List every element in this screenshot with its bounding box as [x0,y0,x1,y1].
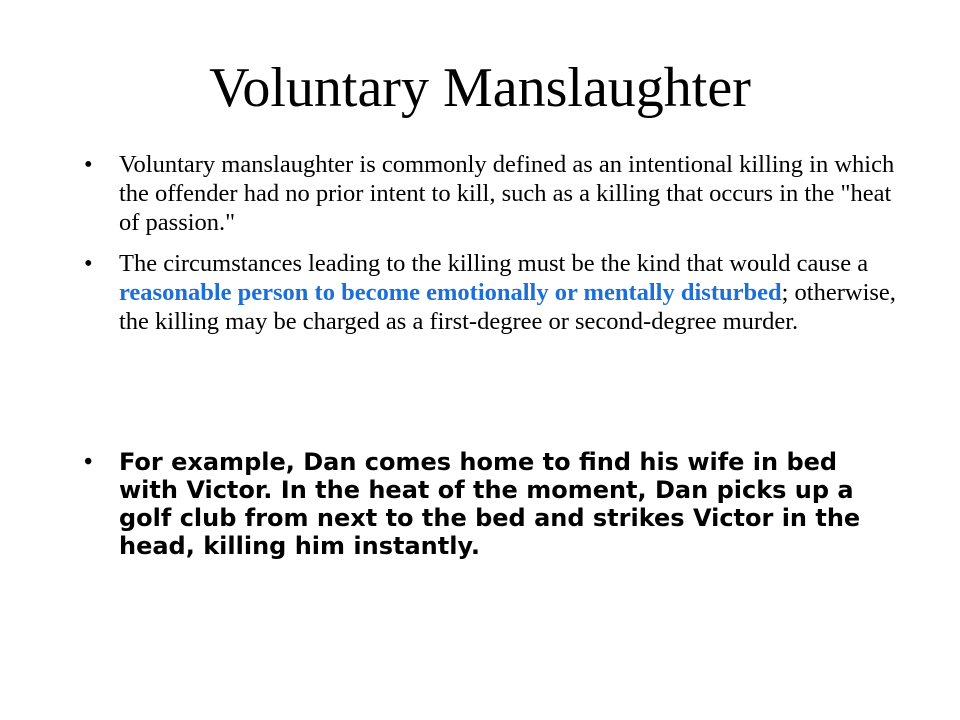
bullet-dot: • [84,151,93,178]
bullet-circumstances-highlight: reasonable person to become emotionally or mentally disturbed [119,279,782,306]
bullet-circumstances [84,249,904,336]
bullet-example-text: For example, Dan comes home to find his wife in bed with Victor. In the heat of the moment, Dan picks up a golf club from next to the bed and strikes Victor in the head, killing him instantly. [119,448,861,560]
example-bullet-list [84,448,904,560]
bullet-definition-text: Voluntary manslaughter is commonly defined as an intentional killing in which the offender had no prior intent to kill, such as a killing that occurs in the "heat of passion." [119,151,895,236]
bullet-definition [84,150,904,237]
definition-bullet-list [84,150,904,348]
slide-title: Voluntary Manslaughter [209,57,751,119]
bullet-example [84,448,904,560]
bullet-circumstances-text-after: ; otherwise, the killing may be charged as a first-degree or second-degree murder. [119,279,896,335]
bullet-circumstances-text-before: The circumstances leading to the killing must be the kind that would cause a [119,250,869,277]
bullet-dot: • [84,449,93,475]
bullet-dot: • [84,250,93,277]
